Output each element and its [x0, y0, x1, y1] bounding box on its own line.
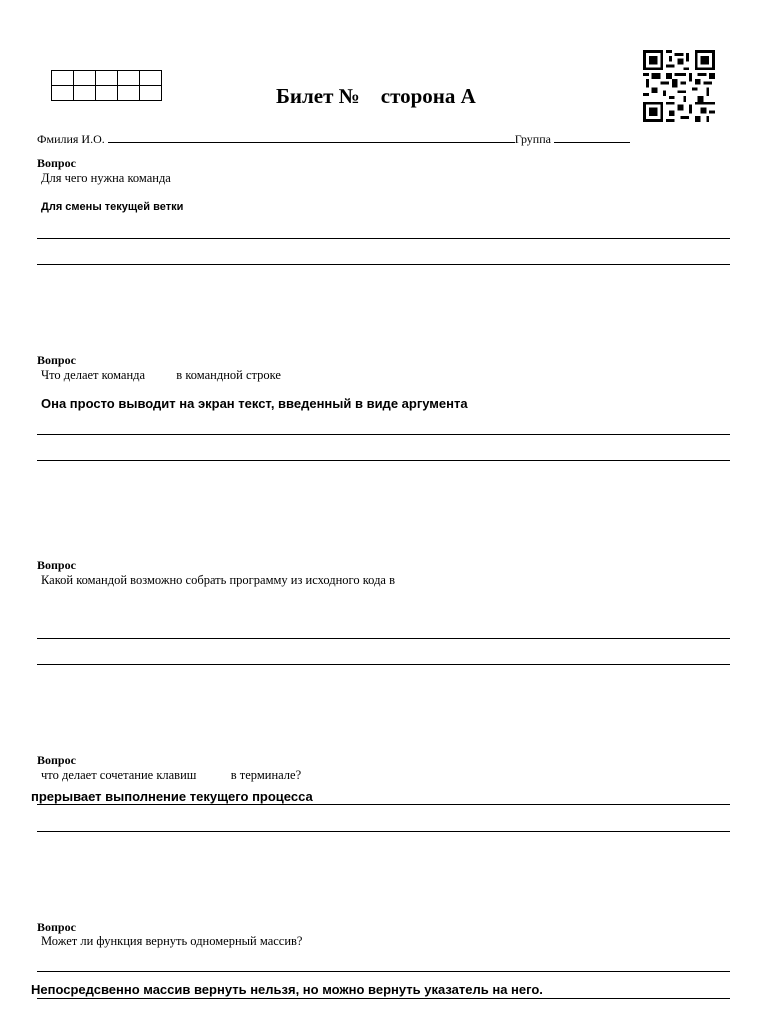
ticket-number-grid	[51, 70, 162, 101]
grid-cell	[74, 71, 96, 86]
answer-text: Непосредсвенно массив вернуть нельзя, но можно вернуть указатель на него.	[31, 982, 543, 997]
answer-text: Она просто выводит на экран текст, введенный в виде аргумента	[41, 396, 468, 411]
name-field-underline[interactable]	[108, 130, 515, 143]
question-label: Вопрос	[37, 920, 76, 934]
answer-line	[37, 998, 730, 999]
name-group-row	[37, 130, 630, 147]
answer-line	[37, 831, 730, 832]
group-field-underline[interactable]	[554, 130, 630, 143]
answer-line	[37, 664, 730, 665]
grid-cell	[140, 86, 162, 101]
question-text: Какой командой возможно собрать программу из исходного кода в	[41, 573, 396, 587]
group-label: Группа	[514, 132, 551, 146]
grid-cell	[52, 71, 74, 86]
question-text: Может ли функция вернуть одномерный массив?	[41, 934, 303, 948]
answer-line	[37, 971, 730, 972]
answer-text: Для смены текущей ветки	[41, 201, 184, 213]
page-title: Билет № сторона А	[276, 84, 476, 108]
grid-cell	[96, 86, 118, 101]
grid-cell	[96, 71, 118, 86]
question-label: Вопрос	[37, 753, 76, 767]
grid-cell	[74, 86, 96, 101]
answer-line	[37, 434, 730, 435]
grid-cell	[118, 86, 140, 101]
grid-cell	[52, 86, 74, 101]
answer-line	[37, 460, 730, 461]
answer-text: прерывает выполнение текущего процесса	[31, 789, 313, 804]
answer-line	[37, 264, 730, 265]
question-text: что делает сочетание клавиш в терминале?	[41, 768, 302, 782]
answer-line	[37, 638, 730, 639]
question-label: Вопрос	[37, 353, 76, 367]
grid-cell	[118, 71, 140, 86]
answer-line	[37, 238, 730, 239]
qr-code-icon	[642, 50, 716, 122]
question-text: Что делает команда в командной строке	[41, 368, 281, 382]
answer-line	[37, 804, 730, 805]
question-label: Вопрос	[37, 558, 76, 572]
question-label: Вопрос	[37, 156, 76, 170]
grid-cell	[140, 71, 162, 86]
name-label: Фмилия И.О.	[37, 132, 105, 146]
question-text: Для чего нужна команда	[41, 171, 171, 185]
